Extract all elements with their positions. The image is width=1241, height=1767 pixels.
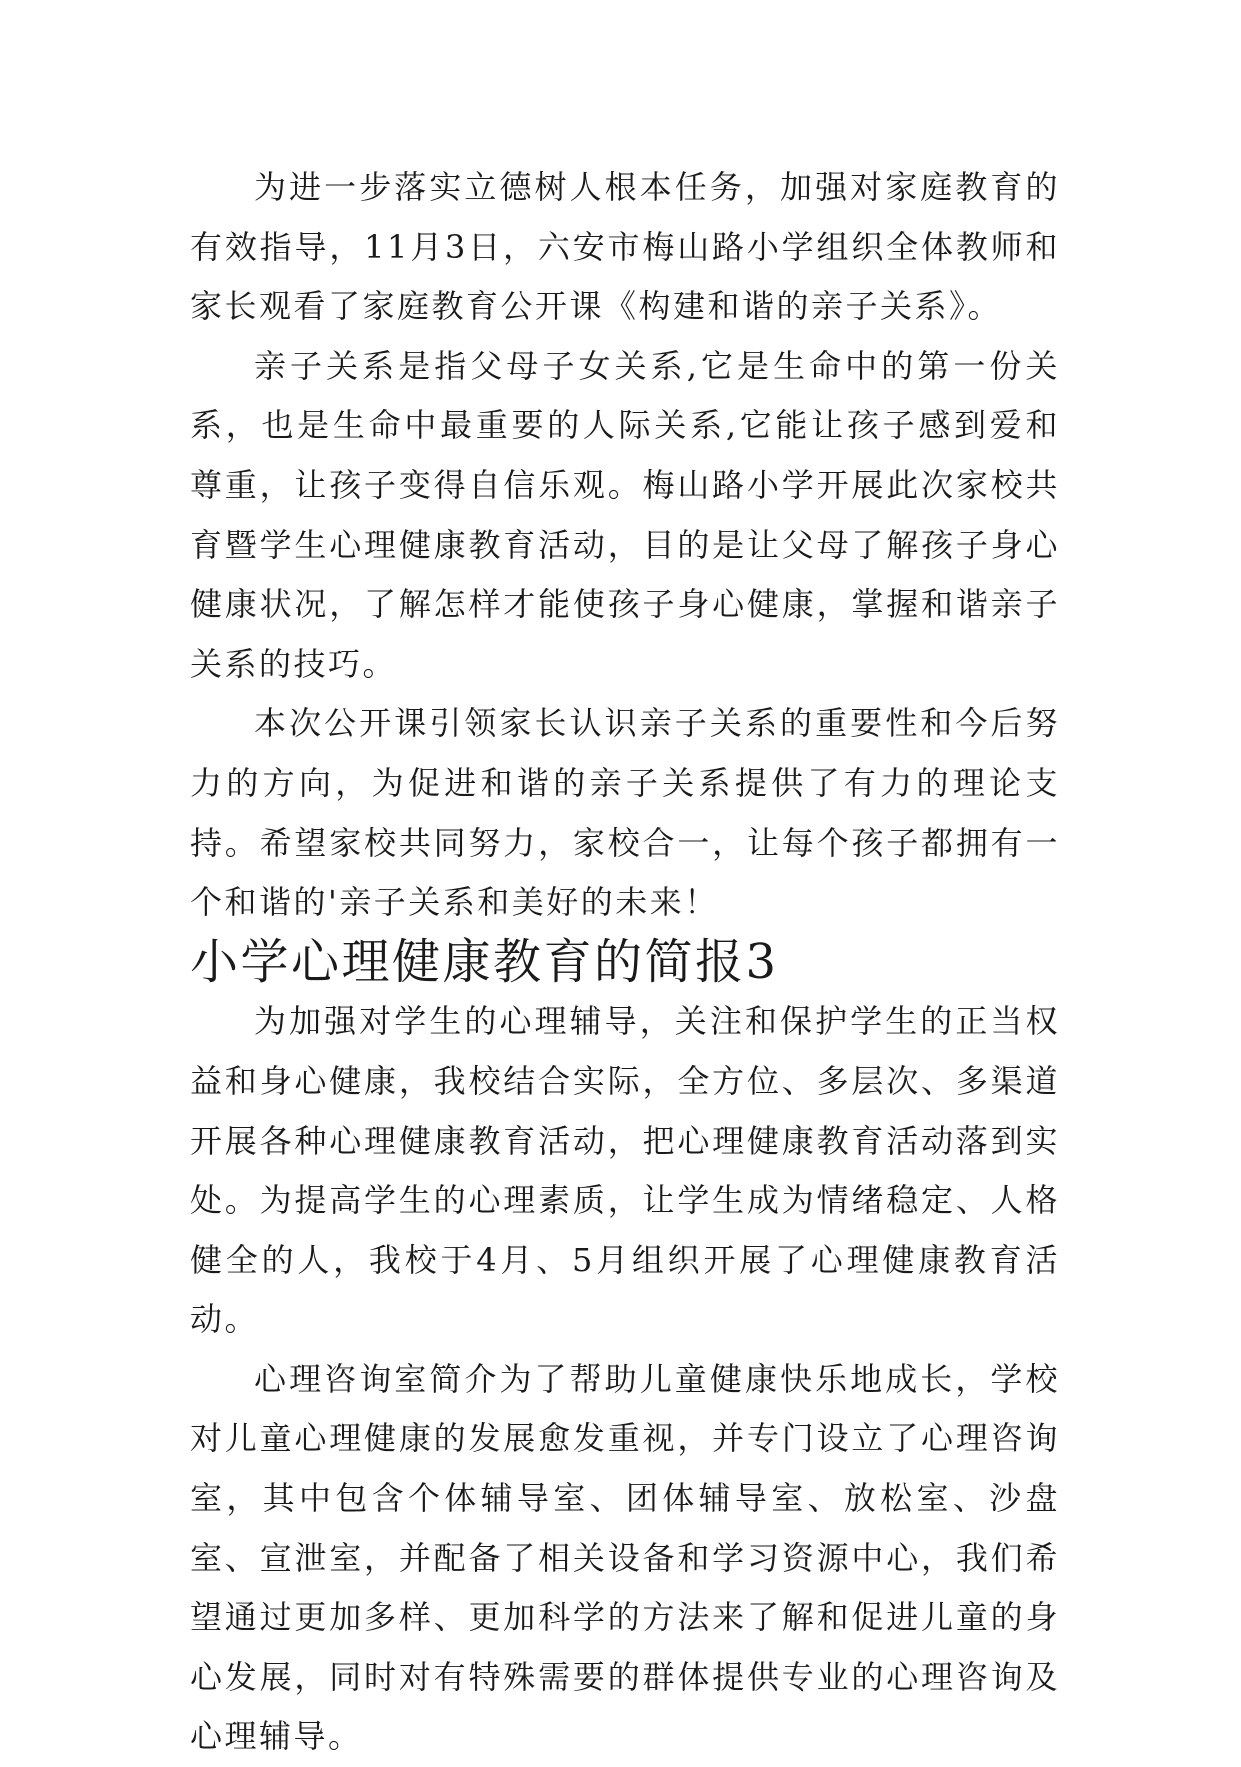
paragraph-counseling-room: 心理咨询室简介为了帮助儿童健康快乐地成长，学校对儿童心理健康的发展愈发重视，并专门设立了心理咨询室，其中包含个体辅导室、团体辅导室、放松室、沙盘室、宣泄室，并配备了相关设备和学习资源中心，我们希望通过更加多样、更加科学的方法来了解和促进儿童的身心发展，同时对有特殊需要的群体提供专业的心理咨询及心理辅导。 [190,1359,1060,1756]
paragraph-parent-child-relationship: 亲子关系是指父母子女关系,它是生命中的第一份关系，也是生命中最重要的人际关系,它能让孩子感到爱和尊重，让孩子变得自信乐观。梅山路小学开展此次家校共育暨学生心理健康教育活动，目的是让父母了解孩子身心健康状况，了解怎样才能使孩子身心健康，掌握和谐亲子关系的技巧。 [190,346,1060,683]
section-heading: 小学心理健康教育的简报3 [190,933,779,990]
paragraph-mental-health-activities: 为加强对学生的心理辅导，关注和保护学生的正当权益和身心健康，我校结合实际，全方位、多层次、多渠道开展各种心理健康教育活动，把心理健康教育活动落到实处。为提高学生的心理素质，让学生成为情绪稳定、人格健全的人，我校于4月、5月组织开展了心理健康教育活动。 [190,1002,1060,1339]
document-body [190,158,1060,1767]
paragraph-intro: 为进一步落实立德树人根本任务，加强对家庭教育的有效指导，11月3日，六安市梅山路小学组织全体教师和家长观看了家庭教育公开课《构建和谐的亲子关系》。 [190,168,1060,326]
paragraph-open-class-summary: 本次公开课引领家长认识亲子关系的重要性和今后努力的方向，为促进和谐的亲子关系提供了有力的理论支持。希望家校共同努力，家校合一，让每个孩子都拥有一个和谐的'亲子关系和美好的未来！ [190,704,1060,922]
